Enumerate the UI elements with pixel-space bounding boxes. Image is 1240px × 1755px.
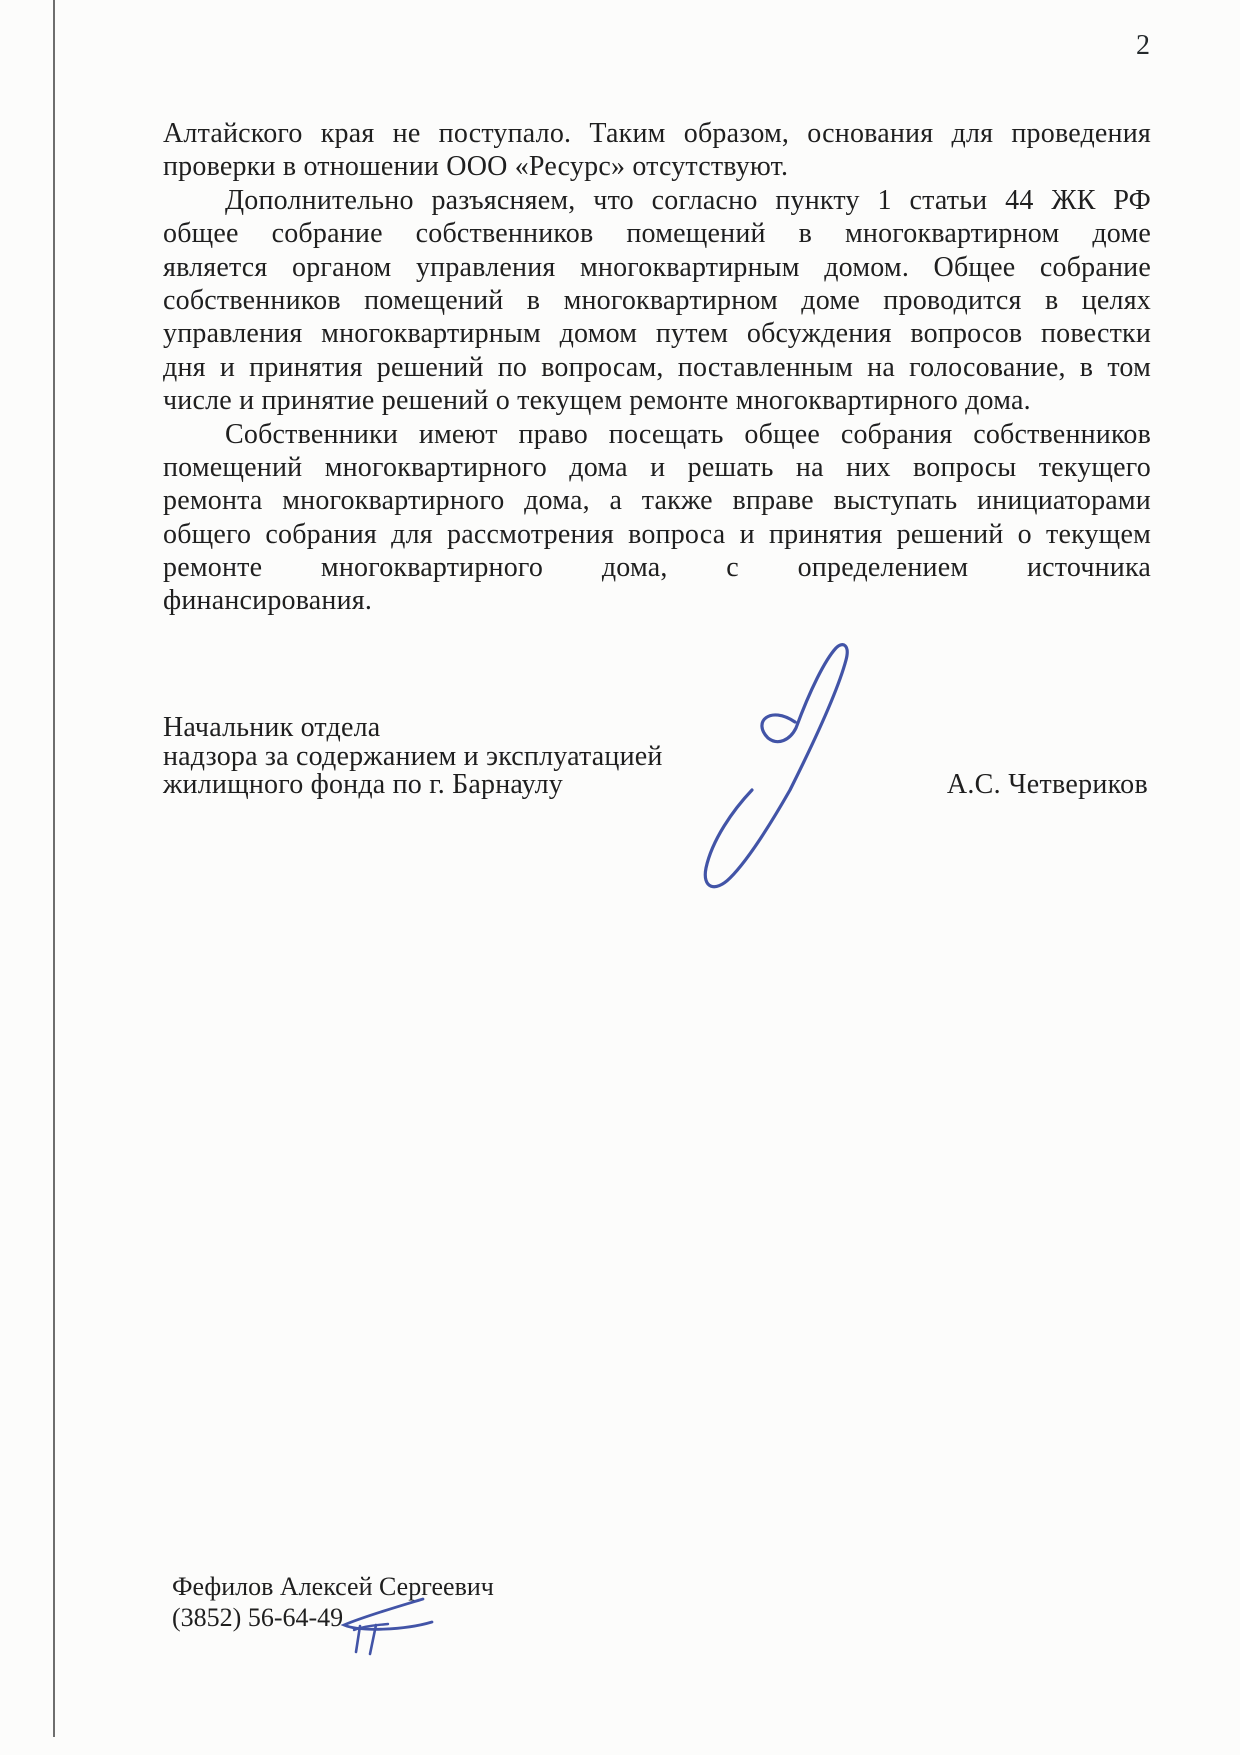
signatory-title-line: Начальник отдела	[163, 712, 381, 743]
paragraph-line: ремонте многоквартирного дома, с определением источника	[163, 552, 1151, 584]
paragraph-line: Алтайского края не поступало. Таким образом, основания для проведения	[163, 118, 1151, 149]
executor-name: Фефилов Алексей Сергеевич	[172, 1572, 494, 1601]
paragraph-line: собственников помещений в многоквартирном доме проводится в целях	[163, 284, 1151, 316]
executor-phone: (3852) 56-64-49	[172, 1602, 344, 1632]
page-number: 2	[1136, 30, 1150, 61]
paragraph-line: дня и принятия решений по вопросам, поставленным на голосование, в том	[163, 351, 1151, 383]
paragraph-line: ремонта многоквартирного дома, а также вправе выступать инициаторами	[163, 485, 1151, 517]
handwritten-signature	[690, 630, 865, 905]
paragraph-line: финансирования.	[163, 585, 373, 617]
signatory-title-line: жилищного фонда по г. Барнаулу	[163, 769, 563, 801]
letter-body	[163, 117, 1151, 618]
signatory-name: А.С. Четвериков	[946, 769, 1148, 800]
paragraph-line: числе и принятие решений о текущем ремонте многоквартирного дома.	[163, 385, 1031, 417]
paragraph-line: Собственники имеют право посещать общее собрания собственников	[225, 418, 1151, 450]
scan-edge-line	[53, 0, 55, 1737]
signatory-title-block	[163, 714, 663, 800]
paragraph-line: Дополнительно разъясняем, что согласно пункту 1 статьи 44 ЖК РФ	[225, 184, 1151, 216]
paragraph-line: управления многоквартирным домом путем обсуждения вопросов повестки	[163, 318, 1151, 350]
paragraph-line: является органом управления многоквартирным домом. Общее собрание	[163, 251, 1151, 283]
signatory-title-line: надзора за содержанием и эксплуатацией	[163, 740, 663, 772]
paragraph-line: проверки в отношении ООО «Ресурс» отсутствуют.	[163, 151, 789, 183]
paragraph-line: общее собрание собственников помещений в многоквартирном доме	[163, 218, 1151, 250]
paragraph-line: общего собрания для рассмотрения вопроса и принятия решений о текущем	[163, 518, 1151, 550]
paragraph-line: помещений многоквартирного дома и решать на них вопросы текущего	[163, 451, 1151, 483]
executor-signature-mark	[330, 1588, 465, 1668]
